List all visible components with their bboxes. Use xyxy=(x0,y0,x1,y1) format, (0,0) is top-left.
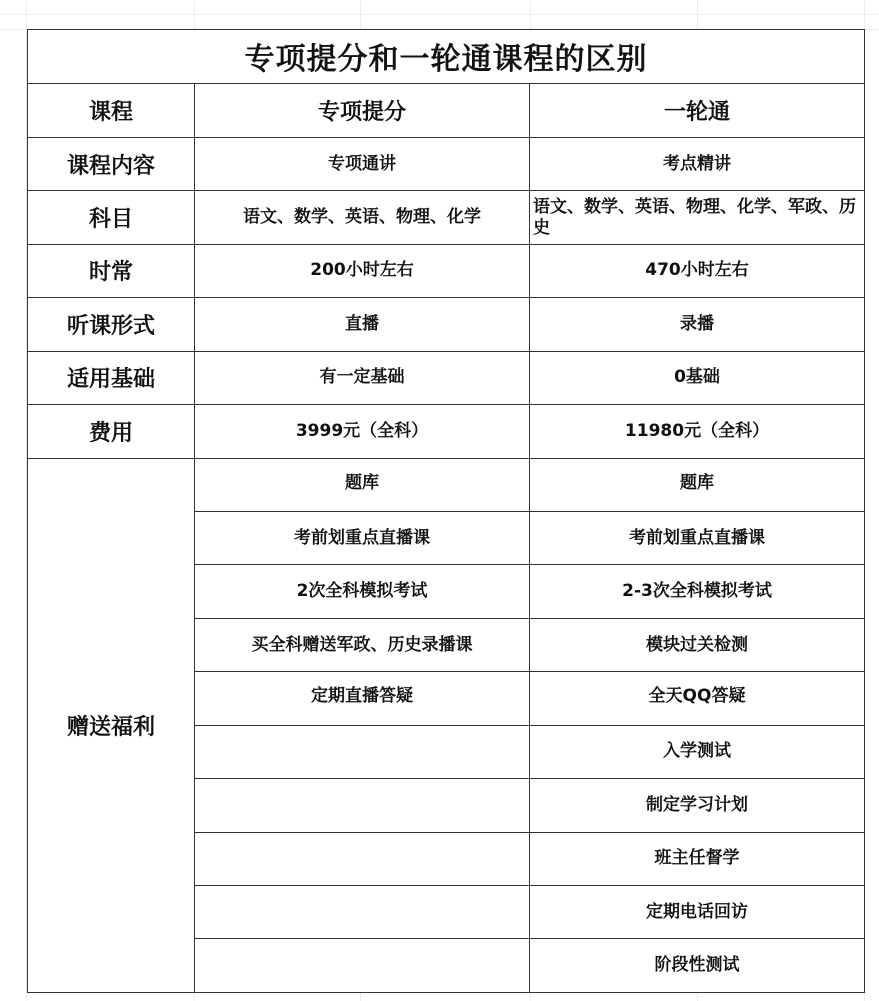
benefit-b-cell[interactable]: 模块过关检测 xyxy=(530,618,865,671)
benefit-a-cell[interactable] xyxy=(195,832,530,885)
row-value-b-cell[interactable]: 0基础 xyxy=(530,351,865,404)
benefit-b-cell[interactable]: 定期电话回访 xyxy=(530,886,865,939)
row-label-cell[interactable]: 适用基础 xyxy=(28,351,195,404)
row-value-a-cell[interactable]: 3999元（全科） xyxy=(195,405,530,458)
row-label-cell[interactable]: 科目 xyxy=(28,191,195,244)
benefit-b-cell[interactable]: 阶段性测试 xyxy=(530,939,865,993)
row-value-b-cell[interactable]: 录播 xyxy=(530,298,865,351)
table-row xyxy=(28,351,865,404)
row-value-a-cell[interactable]: 专项通讲 xyxy=(195,137,530,190)
benefit-b-cell[interactable]: 入学测试 xyxy=(530,725,865,778)
table-row xyxy=(28,405,865,458)
row-value-a-cell[interactable]: 直播 xyxy=(195,298,530,351)
header-col-a-cell[interactable]: 专项提分 xyxy=(195,83,530,137)
row-value-a-cell[interactable]: 语文、数学、英语、物理、化学 xyxy=(195,191,530,244)
row-label-cell[interactable]: 课程内容 xyxy=(28,137,195,190)
benefit-b-cell[interactable]: 制定学习计划 xyxy=(530,779,865,832)
row-value-b-cell[interactable]: 11980元（全科） xyxy=(530,405,865,458)
row-label-cell[interactable]: 时常 xyxy=(28,244,195,297)
benefit-b-cell[interactable]: 2-3次全科模拟考试 xyxy=(530,565,865,618)
benefits-label-cell[interactable]: 赠送福利 xyxy=(28,458,195,993)
row-value-a-cell[interactable]: 200小时左右 xyxy=(195,244,530,297)
benefit-a-cell[interactable]: 题库 xyxy=(195,458,530,511)
benefit-b-cell[interactable]: 题库 xyxy=(530,458,865,511)
benefit-a-cell[interactable]: 2次全科模拟考试 xyxy=(195,565,530,618)
benefit-a-cell[interactable]: 考前划重点直播课 xyxy=(195,511,530,564)
comparison-table xyxy=(27,29,865,993)
benefit-a-cell[interactable] xyxy=(195,725,530,778)
benefit-b-cell[interactable]: 班主任督学 xyxy=(530,832,865,885)
row-label-cell[interactable]: 听课形式 xyxy=(28,298,195,351)
benefit-b-cell[interactable]: 考前划重点直播课 xyxy=(530,511,865,564)
table-row xyxy=(28,298,865,351)
row-value-b-cell[interactable]: 470小时左右 xyxy=(530,244,865,297)
table-row xyxy=(28,244,865,297)
table-row xyxy=(28,191,865,244)
row-value-b-cell[interactable]: 考点精讲 xyxy=(530,137,865,190)
row-value-a-cell[interactable]: 有一定基础 xyxy=(195,351,530,404)
benefit-b-cell[interactable]: 全天QQ答疑 xyxy=(530,672,865,725)
benefit-a-cell[interactable] xyxy=(195,939,530,993)
benefit-a-cell[interactable]: 定期直播答疑 xyxy=(195,672,530,725)
header-label-cell[interactable]: 课程 xyxy=(28,83,195,137)
header-row xyxy=(28,83,865,137)
row-label-cell[interactable]: 费用 xyxy=(28,405,195,458)
header-col-b-cell[interactable]: 一轮通 xyxy=(530,83,865,137)
benefit-a-cell[interactable] xyxy=(195,886,530,939)
table-title[interactable]: 专项提分和一轮通课程的区别 xyxy=(28,30,865,84)
benefit-a-cell[interactable] xyxy=(195,779,530,832)
row-value-b-cell[interactable]: 语文、数学、英语、物理、化学、军政、历史 xyxy=(530,191,865,244)
benefit-a-cell[interactable]: 买全科赠送军政、历史录播课 xyxy=(195,618,530,671)
benefit-row xyxy=(28,458,865,511)
table-row xyxy=(28,137,865,190)
